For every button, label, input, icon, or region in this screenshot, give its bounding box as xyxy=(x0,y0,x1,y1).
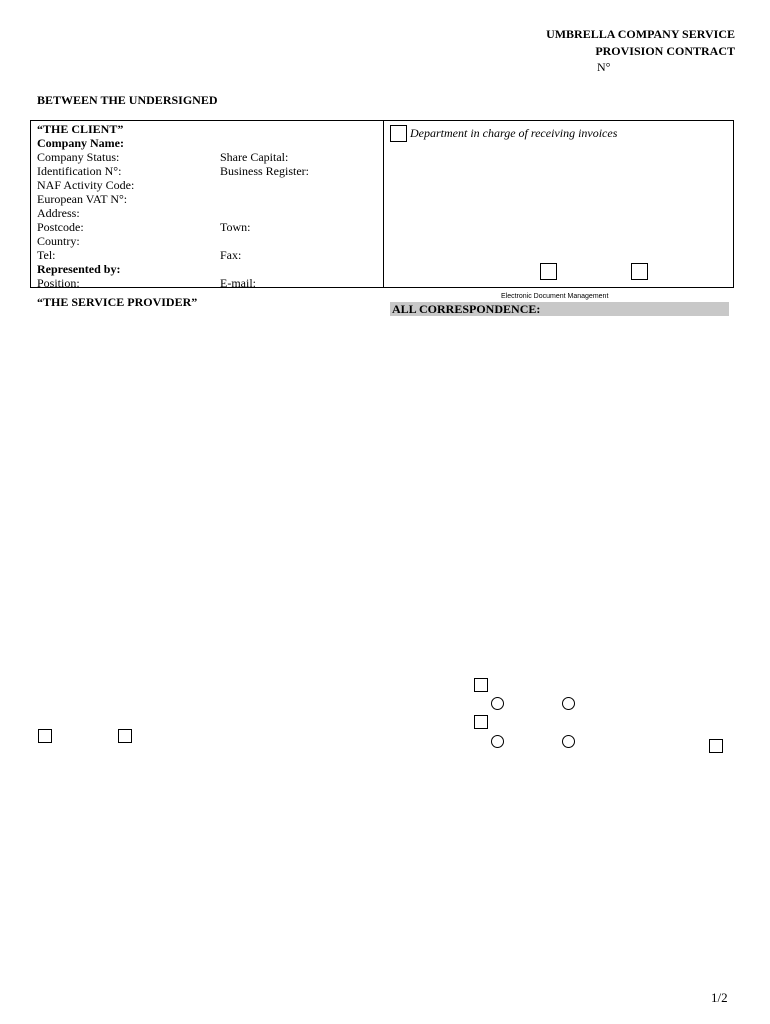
fax-label: Fax: xyxy=(220,248,242,262)
client-option-checkbox-1[interactable] xyxy=(540,263,557,280)
service-provider-heading: “THE SERVICE PROVIDER” xyxy=(37,295,198,309)
business-register-label: Business Register: xyxy=(220,164,309,178)
identification-label: Identification N°: xyxy=(37,164,122,178)
option-checkbox-a[interactable] xyxy=(474,678,488,692)
client-heading: “THE CLIENT” xyxy=(37,122,124,136)
client-box xyxy=(30,120,734,288)
client-box-divider xyxy=(383,120,384,288)
town-label: Town: xyxy=(220,220,251,234)
address-label: Address: xyxy=(37,206,80,220)
represented-by-label: Represented by: xyxy=(37,262,121,276)
between-undersigned-heading: BETWEEN THE UNDERSIGNED xyxy=(37,93,218,107)
naf-code-label: NAF Activity Code: xyxy=(37,178,135,192)
contract-title-line-1: UMBRELLA COMPANY SERVICE xyxy=(546,27,735,41)
right-option-checkbox[interactable] xyxy=(709,739,723,753)
all-correspondence-label: ALL CORRESPONDENCE: xyxy=(390,302,729,316)
invoice-department-checkbox[interactable] xyxy=(390,125,407,142)
country-label: Country: xyxy=(37,234,80,248)
provider-option-checkbox-1[interactable] xyxy=(38,729,52,743)
page-number: 1/2 xyxy=(711,990,728,1005)
contract-title-line-2: PROVISION CONTRACT xyxy=(595,44,735,58)
vat-number-label: European VAT N°: xyxy=(37,192,128,206)
share-capital-label: Share Capital: xyxy=(220,150,289,164)
option-b-radio-2[interactable] xyxy=(562,735,575,748)
company-status-label: Company Status: xyxy=(37,150,120,164)
position-label: Position: xyxy=(37,276,80,290)
client-option-checkbox-2[interactable] xyxy=(631,263,648,280)
option-checkbox-b[interactable] xyxy=(474,715,488,729)
edm-label: Electronic Document Management xyxy=(501,293,609,300)
tel-label: Tel: xyxy=(37,248,56,262)
postcode-label: Postcode: xyxy=(37,220,84,234)
contract-number-label: N° xyxy=(597,60,611,74)
option-b-radio-1[interactable] xyxy=(491,735,504,748)
invoice-department-label: Department in charge of receiving invoices xyxy=(410,126,618,140)
email-label: E-mail: xyxy=(220,276,256,290)
option-a-radio-2[interactable] xyxy=(562,697,575,710)
company-name-label: Company Name: xyxy=(37,136,124,150)
option-a-radio-1[interactable] xyxy=(491,697,504,710)
provider-option-checkbox-2[interactable] xyxy=(118,729,132,743)
